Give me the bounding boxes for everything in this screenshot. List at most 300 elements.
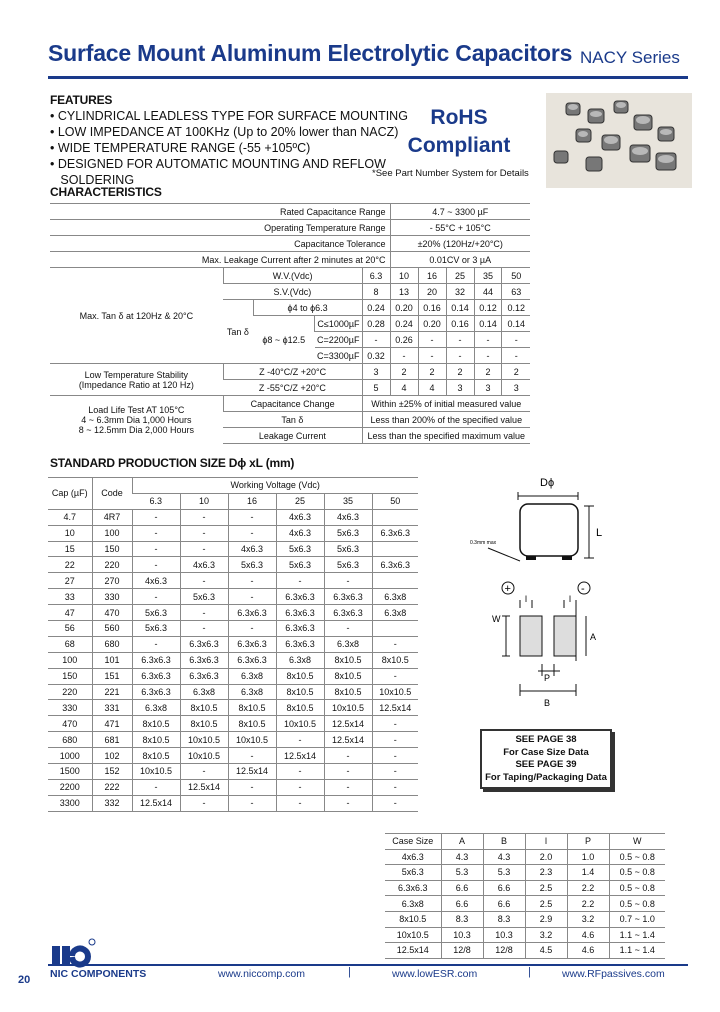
case-size-table [385,833,665,959]
cell [372,573,418,589]
cell: - [180,621,228,637]
cell: - [372,732,418,748]
cell: 2 [474,364,502,380]
voltage-header: 25 [276,493,324,509]
cell: 2 [502,364,530,380]
table-row [50,268,530,284]
cell: 150 [48,668,92,684]
cell: 0.12 [502,300,530,316]
rated-cap-value: 4.7 ~ 3300 µF [390,204,530,220]
cell: 50 [502,268,530,284]
table-row [50,204,530,220]
rated-cap-label: Rated Capacitance Range [50,204,390,220]
cell: 102 [92,748,132,764]
table-row [48,589,418,605]
cell: 3 [362,364,390,380]
feature-item: • WIDE TEMPERATURE RANGE (-55 +105ºC) [50,141,311,155]
load-life-label-3: 8 ~ 12.5mm Dia 2,000 Hours [78,424,194,435]
table-row [50,396,530,412]
cap-tol-label: Capacitance Tolerance [50,236,390,252]
cell: 6.3x6.3 [276,605,324,621]
cell: 27 [48,573,92,589]
cell: Leakage Current [223,428,362,444]
cell: 20 [418,284,446,300]
link-niccomp[interactable]: www.niccomp.com [218,968,305,980]
rohs-line1: RoHS [430,106,488,129]
cell: 5x6.3 [324,557,372,573]
cell: 5x6.3 [385,865,441,881]
op-temp-value: - 55°C + 105°C [390,220,530,236]
cell: 8x10.5 [385,911,441,927]
cell: - [180,525,228,541]
cell: - [372,779,418,795]
cell: 681 [92,732,132,748]
table-row [48,509,418,525]
cell: 0.24 [362,300,390,316]
table-row [48,605,418,621]
capacitor-photo [546,93,692,188]
cell: 4x6.3 [324,509,372,525]
cell: C=3300µF [315,348,362,364]
cell: 330 [92,589,132,605]
link-rfpassives[interactable]: www.RFpassives.com [562,968,665,980]
col-cap: Cap (µF) [48,478,92,510]
cell: Less than the specified maximum value [362,428,530,444]
cell: 1.0 [567,849,609,865]
cell: 6.3x6.3 [276,621,324,637]
load-life-label-2: 4 ~ 6.3mm Dia 1,000 Hours [81,414,192,425]
cell: 6.3x6.3 [372,525,418,541]
l-label: L [596,527,603,539]
cell: 6.3x6.3 [180,668,228,684]
cell: 0.26 [390,332,418,348]
cell: 8x10.5 [276,668,324,684]
cell: 0.12 [474,300,502,316]
cell: 1.1 ~ 1.4 [609,943,665,959]
cell: - [372,795,418,811]
cell: 63 [502,284,530,300]
standard-size-table [48,477,418,812]
cell: 6.3x6.3 [276,589,324,605]
tan-label: Max. Tan δ at 120Hz & 20°C [50,268,223,364]
d-label: Dϕ [540,477,555,489]
cell: 2.3 [525,865,567,881]
cell: - [228,525,276,541]
table-row [48,636,418,652]
sv-label: S.V.(Vdc) [223,284,362,300]
cell: 4x6.3 [228,541,276,557]
table-row [385,896,665,912]
cell: 2.2 [567,880,609,896]
cell: 5x6.3 [276,557,324,573]
cell: - [324,748,372,764]
cell: 3 [502,380,530,396]
table-row [48,621,418,637]
cell: - [132,557,180,573]
cell: 25 [446,268,474,284]
cell: 2 [446,364,474,380]
plus-label: + [504,583,511,595]
cell: 12.5x14 [276,748,324,764]
cell: 6.3x6.3 [132,668,180,684]
cell: 8x10.5 [180,716,228,732]
cell: 220 [92,557,132,573]
voltage-header: 35 [324,493,372,509]
voltage-header: 16 [228,493,276,509]
case-header: P [567,834,609,850]
voltage-header: 10 [180,493,228,509]
cell: 6.3x6.3 [132,684,180,700]
cell: 10x10.5 [228,732,276,748]
cell: 4.6 [567,927,609,943]
cell: - [180,605,228,621]
cell: 0.24 [390,316,418,332]
table-row [48,684,418,700]
cell: 1500 [48,764,92,780]
standard-heading: STANDARD PRODUCTION SIZE Dϕ xL (mm) [50,456,295,470]
cell: 8x10.5 [324,652,372,668]
cell: 8x10.5 [180,700,228,716]
cell: - [276,795,324,811]
case-dimension-diagram [468,466,668,716]
cell: - [132,509,180,525]
cell: 100 [92,525,132,541]
cell: 560 [92,621,132,637]
cell: 8.3 [441,911,483,927]
cell: Z -40°C/Z +20°C [223,364,362,380]
cell: 680 [92,636,132,652]
rohs-note: *See Part Number System for Details [372,168,529,179]
cell: 1.1 ~ 1.4 [609,927,665,943]
table-row [48,668,418,684]
cell: - [372,748,418,764]
note-label: 0.3mm max [470,540,497,546]
cell: 8x10.5 [276,684,324,700]
footer-separator: | [348,966,351,978]
cell: 4 [390,380,418,396]
cell: 4R7 [92,509,132,525]
cell: 8x10.5 [276,700,324,716]
cell: - [132,525,180,541]
cell: 12.5x14 [324,732,372,748]
cell: 8x10.5 [324,684,372,700]
cell: - [180,795,228,811]
table-row [48,732,418,748]
leakage-value: 0.01CV or 3 µA [390,252,530,268]
cell: 32 [446,284,474,300]
feature-item: • LOW IMPEDANCE AT 100KHz (Up to 20% lower than NACZ) [50,125,399,139]
cell: - [228,748,276,764]
cell: 56 [48,621,92,637]
cell: 10 [48,525,92,541]
cell [372,541,418,557]
cell: 35 [474,268,502,284]
cell: - [390,348,418,364]
col-wv: Working Voltage (Vdc) [132,478,418,494]
table-row [48,525,418,541]
load-life-label [50,396,223,444]
cell: 10 [390,268,418,284]
feature-item: SOLDERING [50,173,135,187]
cell: - [446,348,474,364]
cell: 4x6.3 [276,509,324,525]
low-temp-label [50,364,223,396]
cell: 6.3x6.3 [324,589,372,605]
table-row [50,252,530,268]
table-row [50,236,530,252]
cell: 6.3x6.3 [372,557,418,573]
cell: - [446,332,474,348]
cell: - [132,589,180,605]
cell: 3.2 [525,927,567,943]
cell: 16 [418,268,446,284]
cell: 3300 [48,795,92,811]
wv-label: W.V.(Vdc) [223,268,362,284]
p-label: P [544,673,551,683]
w-label: W [492,614,501,624]
feature-item: • CYLINDRICAL LEADLESS TYPE FOR SURFACE MOUNTING [50,109,408,123]
l2-label: l [569,594,571,604]
cell: 0.14 [474,316,502,332]
cell: - [474,348,502,364]
link-lowesr[interactable]: www.lowESR.com [392,968,478,980]
characteristics-table [50,203,530,444]
table-row [48,700,418,716]
feature-item: • DESIGNED FOR AUTOMATIC MOUNTING AND REFLOW [50,157,386,171]
minus-label: - [581,583,585,595]
b-label: B [544,698,551,708]
see-page-line: For Case Size Data [503,746,589,758]
cell: 12.5x14 [228,764,276,780]
cell: 68 [48,636,92,652]
case-header: A [441,834,483,850]
cell: 6.3x6.3 [180,652,228,668]
cell: 1.4 [567,865,609,881]
cell: 471 [92,716,132,732]
a-label: A [590,632,597,642]
title-rule [48,76,688,79]
cell: 4x6.3 [132,573,180,589]
table-row [48,478,418,494]
cell: - [132,541,180,557]
cell: 4.3 [441,849,483,865]
cell: 10.3 [483,927,525,943]
cell: 6.3 [362,268,390,284]
terminal [526,556,536,560]
cell: Tan δ [223,412,362,428]
cell: 5 [362,380,390,396]
page-title: Surface Mount Aluminum Electrolytic Capacitors [48,40,573,66]
cell: 332 [92,795,132,811]
cell: 5.3 [441,865,483,881]
cell: 2 [390,364,418,380]
cell: - [502,348,530,364]
low-temp-label-1: Low Temperature Stability [84,369,189,380]
cell: 8x10.5 [324,668,372,684]
table-row [385,849,665,865]
cell: 10x10.5 [132,764,180,780]
cell: 220 [48,684,92,700]
cell: 33 [48,589,92,605]
cell: - [418,348,446,364]
case-header: B [483,834,525,850]
cell: 8x10.5 [228,700,276,716]
cell: 0.32 [362,348,390,364]
table-row [385,927,665,943]
op-temp-label: Operating Temperature Range [50,220,390,236]
cell: Z -55°C/Z +20°C [223,380,362,396]
cell: 5x6.3 [180,589,228,605]
cell: 4.6 [567,943,609,959]
cell: 0.5 ~ 0.8 [609,880,665,896]
cell: - [228,589,276,605]
cell: ϕ8 ~ ϕ12.5 [253,316,315,364]
cell: Less than 200% of the specified value [362,412,530,428]
cell: 8.3 [483,911,525,927]
cell: 270 [92,573,132,589]
cell: 2 [418,364,446,380]
table-row [50,220,530,236]
cell: 6.3x8 [372,605,418,621]
cell: 12/8 [483,943,525,959]
cell: 12.5x14 [372,700,418,716]
cell: 15 [48,541,92,557]
cell: 12.5x14 [324,716,372,732]
cell: - [180,573,228,589]
table-row [385,911,665,927]
cell [372,509,418,525]
terminal [562,556,572,560]
l1-label: l [525,594,527,604]
cell: 6.3x6.3 [228,636,276,652]
voltage-header: 50 [372,493,418,509]
cell: 6.3x8 [324,636,372,652]
cell: 101 [92,652,132,668]
cell: - [228,621,276,637]
cell: 10x10.5 [372,684,418,700]
cell: - [474,332,502,348]
cell: 6.3x8 [228,668,276,684]
cell: - [132,636,180,652]
cell: - [276,573,324,589]
cell: 5x6.3 [132,621,180,637]
features-heading: FEATURES [50,93,113,107]
cell: 6.3x6.3 [276,636,324,652]
cell: 4 [418,380,446,396]
cell: 0.14 [446,300,474,316]
table-row [48,748,418,764]
cell: 6.3x6.3 [228,652,276,668]
cell: 100 [48,652,92,668]
cell: 10.3 [441,927,483,943]
rohs-badge [400,104,518,160]
cell: - [180,541,228,557]
cell: - [372,716,418,732]
cell: - [362,332,390,348]
cell: 22 [48,557,92,573]
cell: 12/8 [441,943,483,959]
page-number: 20 [18,974,31,986]
footer-separator: | [528,966,531,978]
cell: 0.16 [446,316,474,332]
low-temp-label-2: (Impedance Ratio at 120 Hz) [78,379,194,390]
cell: - [324,795,372,811]
cell: 6.3x6.3 [385,880,441,896]
cell: - [324,621,372,637]
cell: C≤1000µF [315,316,362,332]
cell: 8 [362,284,390,300]
table-row [48,557,418,573]
cell: - [324,764,372,780]
cell: 152 [92,764,132,780]
characteristics-heading: CHARACTERISTICS [50,185,162,199]
case-header: Case Size [385,834,441,850]
cell: 6.3x8 [276,652,324,668]
cell: 0.28 [362,316,390,332]
series-name: NACY Series [580,48,680,67]
cell: - [132,779,180,795]
cell: ϕ4 to ϕ6.3 [253,300,362,316]
cell: 2.2 [567,896,609,912]
table-row [48,795,418,811]
cell: 12.5x14 [132,795,180,811]
cell: - [418,332,446,348]
tan-symbol: Tan δ [223,300,253,364]
cell [372,621,418,637]
cell: 0.5 ~ 0.8 [609,865,665,881]
cell: 4x6.3 [276,525,324,541]
table-row [385,834,665,850]
cell: 4x6.3 [385,849,441,865]
cell: - [228,779,276,795]
cell: - [276,764,324,780]
cell: 12.5x14 [385,943,441,959]
cell: 13 [390,284,418,300]
cell: - [372,636,418,652]
table-row [50,364,530,380]
cell: 10x10.5 [385,927,441,943]
cell: 5x6.3 [228,557,276,573]
table-row [385,943,665,959]
cell: Capacitance Change [223,396,362,412]
cell: 6.6 [483,896,525,912]
footer-rule [48,964,688,966]
cell: 4.3 [483,849,525,865]
cell: 6.3x8 [372,589,418,605]
cell: 222 [92,779,132,795]
cell: 2.5 [525,896,567,912]
table-row [385,865,665,881]
cell: 8x10.5 [228,716,276,732]
cell: 6.6 [441,880,483,896]
see-page-line: SEE PAGE 39 [515,759,577,770]
cell: 5.3 [483,865,525,881]
cell: - [372,668,418,684]
cell: 6.3x6.3 [180,636,228,652]
load-life-label-1: Load Life Test AT 105°C [88,404,185,415]
voltage-header: 6.3 [132,493,180,509]
cell: 6.3x8 [385,896,441,912]
see-page-line: SEE PAGE 38 [515,734,577,745]
cell: 2200 [48,779,92,795]
cell: 10x10.5 [180,732,228,748]
cell: 6.6 [483,880,525,896]
cap-tol-value: ±20% (120Hz/+20°C) [390,236,530,252]
cell: 151 [92,668,132,684]
cell: 470 [48,716,92,732]
table-row [48,573,418,589]
rohs-line2: Compliant [407,134,511,157]
